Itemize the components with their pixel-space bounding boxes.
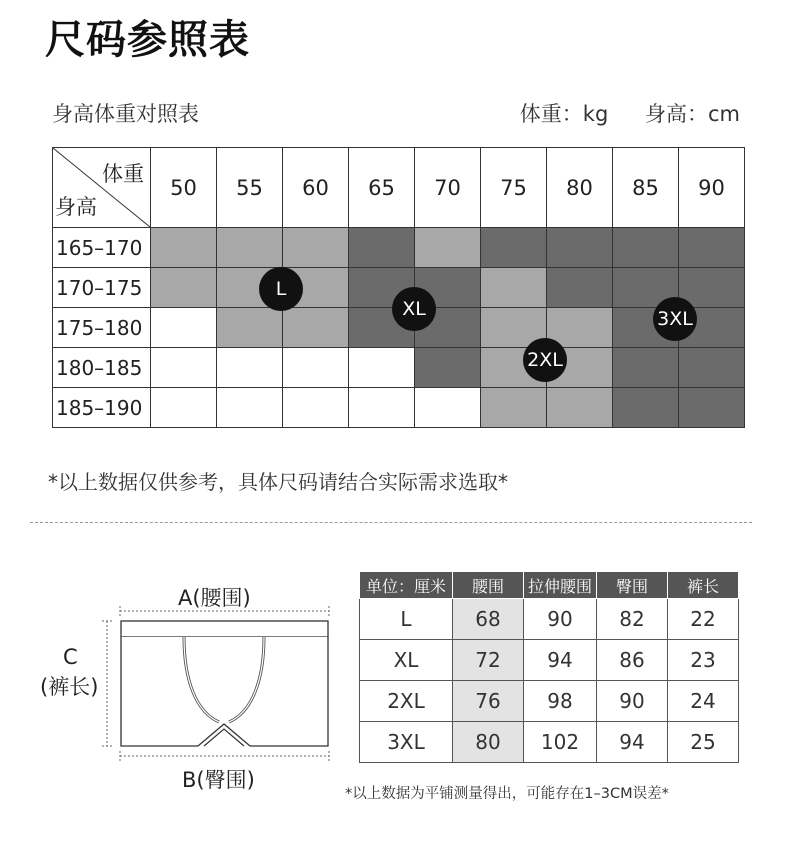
section-divider xyxy=(30,522,752,523)
hip-cell: 82 xyxy=(597,599,668,640)
weight-header-65: 65 xyxy=(348,147,415,228)
header-unit: 单位：厘米 xyxy=(360,572,453,599)
size-cell: XL xyxy=(360,640,453,681)
grid-cell xyxy=(612,347,679,388)
weight-header-60: 60 xyxy=(282,147,349,228)
grid-cell xyxy=(348,227,415,268)
height-unit: 身高：cm xyxy=(644,102,740,126)
size-badge-xl: XL xyxy=(392,287,436,331)
grid-cell xyxy=(480,227,547,268)
stretch-waist-cell: 94 xyxy=(524,640,597,681)
grid-cell xyxy=(282,347,349,388)
hip-cell: 94 xyxy=(597,722,668,763)
grid-cell xyxy=(546,267,613,308)
weight-header-70: 70 xyxy=(414,147,481,228)
waist-label: A(腰围) xyxy=(178,586,251,610)
stretch-waist-cell: 98 xyxy=(524,681,597,722)
table-row xyxy=(360,681,739,722)
hip-label: B(臀围) xyxy=(182,768,255,792)
waist-cell: 80 xyxy=(453,722,524,763)
grid-cell xyxy=(150,267,217,308)
measurement-note: *以上数据为平铺测量得出，可能存在1–3CM误差* xyxy=(345,786,669,802)
grid-cell xyxy=(150,227,217,268)
header-length: 裤长 xyxy=(668,572,739,599)
grid-cell xyxy=(414,387,481,428)
grid-cell xyxy=(546,387,613,428)
grid-cell xyxy=(678,227,745,268)
stretch-waist-cell: 102 xyxy=(524,722,597,763)
length-cell: 22 xyxy=(668,599,739,640)
grid-cell xyxy=(678,347,745,388)
grid-corner-cell xyxy=(52,147,151,228)
grid-cell xyxy=(216,387,283,428)
header-waist: 腰围 xyxy=(453,572,524,599)
grid-cell xyxy=(414,227,481,268)
table-row xyxy=(360,599,739,640)
header-hip: 臀围 xyxy=(597,572,668,599)
grid-cell xyxy=(216,347,283,388)
height-header: 165–170 xyxy=(52,227,151,268)
hip-cell: 86 xyxy=(597,640,668,681)
weight-unit: 体重：kg xyxy=(519,102,609,126)
grid-cell xyxy=(348,387,415,428)
page-title: 尺码参照表 xyxy=(45,17,250,63)
corner-height-label: 身高 xyxy=(55,195,97,219)
grid-cell xyxy=(480,267,547,308)
height-header: 175–180 xyxy=(52,307,151,348)
length-cell: 23 xyxy=(668,640,739,681)
weight-header-90: 90 xyxy=(678,147,745,228)
weight-header-80: 80 xyxy=(546,147,613,228)
chart-subtitle: 身高体重对照表 xyxy=(52,102,199,126)
waist-cell: 72 xyxy=(453,640,524,681)
grid-cell xyxy=(150,387,217,428)
briefs-diagram xyxy=(100,600,340,780)
height-header: 185–190 xyxy=(52,387,151,428)
size-cell: 2XL xyxy=(360,681,453,722)
grid-cell xyxy=(678,387,745,428)
hip-cell: 90 xyxy=(597,681,668,722)
reference-note: *以上数据仅供参考，具体尺码请结合实际需求选取* xyxy=(48,470,508,494)
grid-cell xyxy=(282,387,349,428)
grid-cell xyxy=(612,227,679,268)
size-badge-l: L xyxy=(259,267,303,311)
weight-header-85: 85 xyxy=(612,147,679,228)
grid-cell xyxy=(612,387,679,428)
size-cell: 3XL xyxy=(360,722,453,763)
grid-cell xyxy=(348,347,415,388)
size-cell: L xyxy=(360,599,453,640)
grid-cell xyxy=(546,227,613,268)
grid-cell xyxy=(216,307,283,348)
weight-header-55: 55 xyxy=(216,147,283,228)
height-header: 180–185 xyxy=(52,347,151,388)
header-stretch-waist: 拉伸腰围 xyxy=(524,572,597,599)
waist-cell: 68 xyxy=(453,599,524,640)
height-header: 170–175 xyxy=(52,267,151,308)
unit-legend xyxy=(490,98,740,128)
size-badge-2xl: 2XL xyxy=(523,338,567,382)
length-sub-label: (裤长) xyxy=(40,675,99,699)
grid-cell xyxy=(414,347,481,388)
table-row xyxy=(360,722,739,763)
grid-cell xyxy=(282,307,349,348)
size-badge-3xl: 3XL xyxy=(653,297,697,341)
table-row xyxy=(360,640,739,681)
length-cell: 25 xyxy=(668,722,739,763)
measurement-table xyxy=(359,571,739,763)
grid-cell xyxy=(282,227,349,268)
grid-cell xyxy=(216,227,283,268)
weight-header-50: 50 xyxy=(150,147,217,228)
corner-weight-label: 体重 xyxy=(102,162,144,186)
grid-cell xyxy=(150,347,217,388)
waist-cell: 76 xyxy=(453,681,524,722)
weight-header-75: 75 xyxy=(480,147,547,228)
stretch-waist-cell: 90 xyxy=(524,599,597,640)
grid-cell xyxy=(480,387,547,428)
length-label: C xyxy=(63,645,78,669)
grid-cell xyxy=(150,307,217,348)
length-cell: 24 xyxy=(668,681,739,722)
